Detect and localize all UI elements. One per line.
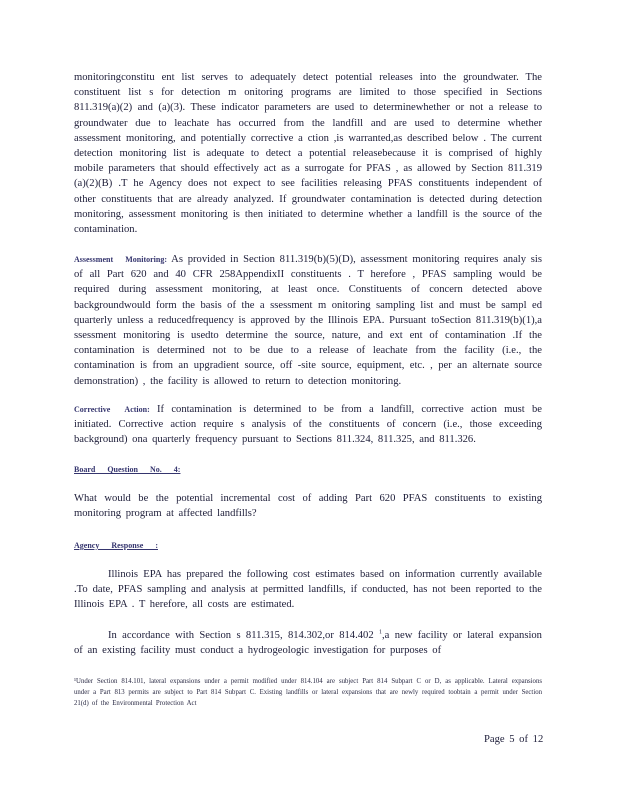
agency-response-heading [74, 538, 542, 553]
hydrogeologic-text-b: ,a new facility or lateral expansion of an existing facility must conduct a hydrogeologic investigation for purposes of [74, 630, 542, 657]
corrective-action-label: Corrective Action: [74, 405, 150, 414]
board-question-label: Board Question No. 4: [74, 465, 181, 474]
footnote: ¹Under Section 814.101, lateral expansions under a permit modified under 814.104 are subject Part 814 Subpart C or D, as applicable. Lateral expansions under a Part 813 permits are subject to Part 814 Subpart C. Existing landfills or lateral expansions that are newly required toobtain a permit under Section 21(d) of the Environmental Protection Act [74, 678, 542, 707]
board-question-heading [74, 462, 542, 477]
paragraph-cost-estimates: Illinois EPA has prepared the following cost estimates based on information currently available .To date, PFAS sampling and analysis at permitted landfills, if conducted, has not been reported to the Illinois EPA . T herefore, all costs are estimated. [74, 569, 542, 611]
page-number: Page 5 of 12 [484, 734, 544, 745]
paragraph-assessment-monitoring [74, 252, 542, 389]
footnote-marker: 1 [379, 629, 382, 636]
paragraph-question: What would be the potential incremental cost of adding Part 620 PFAS constituents to existing monitoring program at affected landfills? [74, 493, 542, 520]
paragraph-detection-monitoring: monitoringconstitu ent list serves to adequately detect potential releases into the groundwater. The constituent list s for detection m onitoring programs are limited to those specified in Sections 811.319(a)(2) and (a)(3). These indicator parameters are used to determinewhether or not a release to groundwater due to leachate has occurred from the landfill and are used to determine whether assessment monitoring, and potentially corrective a ction ,is warranted,as described below . The current detection monitoring list is adequate to detect a potential releasebecause it is comprised of highly mobile parameters that should effectively act as a surrogate for PFAS , as allowed by Section 811.319 (a)(2)(B) .T he Agency does not expect to see facilities releasing PFAS constituents independent of other constituents that are already analyzed. If groundwater contamination is detected during detection monitoring, assessment monitoring is then initiated to determine whether a landfill is the source of the contamination. [74, 72, 542, 236]
corrective-action-text: If contamination is determined to be from a landfill, corrective action must be initiated. Corrective action require s analysis of the constituents of concern (i.e., those exceeding background) ona quarterly frequency pursuant to Sections 811.324, 811.325, and 811.326. [74, 404, 542, 446]
paragraph-hydrogeologic-investigation [74, 628, 542, 658]
paragraph-corrective-action [74, 402, 542, 448]
assessment-monitoring-label: Assessment Monitoring: [74, 255, 167, 264]
agency-response-label: Agency Response : [74, 541, 158, 550]
assessment-monitoring-text: As provided in Section 811.319(b)(5)(D), assessment monitoring requires analy sis of all Part 620 and 40 CFR 258AppendixII constituents . T herefore , PFAS sampling would be required during assessment monitoring, at least once. Constituents of concern detected above backgroundwould form the basis of the a ssessment m onitoring sampling list and must be sampl ed quarterly unless a reducedfrequency is approved by the Illinois EPA. Pursuant toSection 811.319(b)(1),a ssessment monitoring is usedto determine the source, nature, and ext ent of contamination .If the contamination is determined not to be due to a release of leachate from the facility (i.e., the contamination is from an upgradient source, off -site source, equipment, etc. , per an alternate source demonstration) , the facility is allowed to return to detection monitoring. [74, 254, 542, 387]
hydrogeologic-text-a: In accordance with Section s 811.315, 814.302,or 814.402 [108, 630, 379, 641]
